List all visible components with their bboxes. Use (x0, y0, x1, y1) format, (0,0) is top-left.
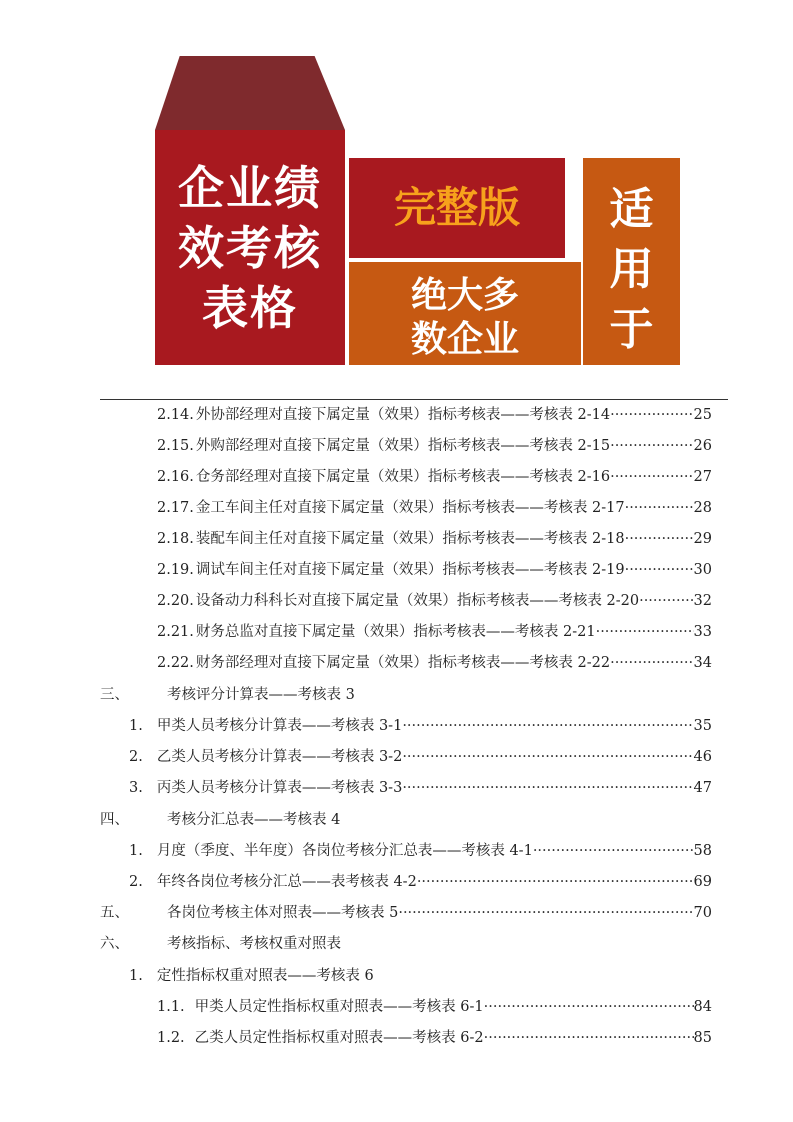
toc-entry[interactable] (100, 682, 355, 708)
toc-entry-title: 考核指标、考核权重对照表 (167, 936, 341, 952)
toc-entry-page: 29 (693, 531, 712, 547)
toc-entry-number: 2.21. (157, 624, 194, 640)
toc-entry-title: 金工车间主任对直接下属定量（效果）指标考核表——考核表 2-17 (195, 500, 625, 516)
toc-leader-dots (398, 900, 693, 926)
toc-entry[interactable] (100, 807, 340, 833)
toc-entry-title: 调试车间主任对直接下属定量（效果）指标考核表——考核表 2-19 (195, 562, 625, 578)
banner-title-line: 效考核 (178, 221, 322, 275)
toc-entry-page: 32 (693, 593, 712, 609)
toc-entry-number: 1.1. (157, 999, 185, 1015)
applies-block (349, 262, 581, 365)
toc-entry-page: 69 (693, 874, 712, 890)
toc-entry-title: 甲类人员考核分计算表——考核表 3-1 (156, 718, 403, 734)
toc-entry-number: 2.15. (157, 438, 194, 454)
toc-leader-dots (625, 495, 694, 521)
toc-entry-number: 1.2. (157, 1030, 185, 1046)
toc-entry-number: 1. (129, 718, 143, 734)
toc-entry-page: 85 (693, 1030, 712, 1046)
edition-block (349, 158, 565, 258)
toc-entry-title: 外购部经理对直接下属定量（效果）指标考核表——考核表 2-15 (195, 438, 611, 454)
toc-entry-title: 财务总监对直接下属定量（效果）指标考核表——考核表 2-21 (195, 624, 596, 640)
toc-entry-title: 乙类人员考核分计算表——考核表 3-2 (156, 749, 403, 765)
toc-entry-number: 2. (129, 874, 143, 890)
suitable-block (583, 158, 680, 365)
toc-entry-number: 2.22. (157, 655, 194, 671)
toc-entry-page: 70 (693, 905, 712, 921)
toc-entry[interactable] (157, 464, 712, 490)
toc-entry[interactable] (129, 744, 712, 770)
toc-entry-title: 丙类人员考核分计算表——考核表 3-3 (156, 780, 403, 796)
toc-leader-dots (484, 994, 694, 1020)
toc-leader-dots (610, 464, 693, 490)
toc-leader-dots (484, 1025, 694, 1051)
applies-line: 数企业 (410, 319, 519, 360)
toc-entry-page: 47 (693, 780, 712, 796)
toc-entry[interactable] (157, 619, 712, 645)
toc-entry-number: 2.19. (157, 562, 194, 578)
toc-entry[interactable] (129, 838, 712, 864)
toc-entry-page: 30 (693, 562, 712, 578)
toc-entry-number: 五、 (100, 905, 129, 921)
toc-entry-number: 1. (129, 968, 143, 984)
toc-leader-dots (533, 838, 694, 864)
toc-entry[interactable] (157, 495, 712, 521)
toc-entry-number: 2.14. (157, 407, 194, 423)
toc-entry-number: 2.20. (157, 593, 194, 609)
toc-leader-dots (402, 713, 693, 739)
applies-line: 绝大多 (410, 275, 519, 316)
suitable-label (583, 180, 680, 360)
toc-leader-dots (402, 744, 693, 770)
banner-roof (155, 56, 345, 130)
toc-entry[interactable] (100, 931, 341, 957)
edition-label: 完整版 (393, 183, 520, 232)
toc-entry-title: 外协部经理对直接下属定量（效果）指标考核表——考核表 2-14 (195, 407, 611, 423)
toc-leader-dots (639, 588, 693, 614)
toc-entry-page: 34 (693, 655, 712, 671)
toc-entry[interactable] (129, 775, 712, 801)
toc-entry[interactable] (157, 402, 712, 428)
banner-title-line: 表格 (202, 281, 298, 335)
banner-title-block (155, 130, 345, 365)
toc-leader-dots (610, 402, 693, 428)
toc-entry-page: 27 (693, 469, 712, 485)
banner-title-line: 企业绩 (178, 161, 322, 215)
applies-label (349, 274, 581, 362)
banner-notch (565, 158, 583, 258)
toc-leader-dots (625, 557, 694, 583)
toc-entry-page: 46 (693, 749, 712, 765)
toc-entry-number: 2.17. (157, 500, 194, 516)
banner-title (155, 158, 345, 338)
toc-entry-page: 33 (693, 624, 712, 640)
toc-entry[interactable] (129, 869, 712, 895)
toc-entry-page: 26 (693, 438, 712, 454)
suitable-char: 用 (609, 244, 654, 295)
toc-entry-number: 2.18. (157, 531, 194, 547)
toc-entry[interactable] (157, 588, 712, 614)
toc-entry[interactable] (129, 713, 712, 739)
header-divider (100, 399, 728, 400)
toc-entry-number: 三、 (100, 687, 129, 703)
toc-entry-page: 28 (693, 500, 712, 516)
toc-entry[interactable] (157, 557, 712, 583)
toc-leader-dots (625, 526, 694, 552)
toc-entry[interactable] (157, 650, 712, 676)
toc-entry-title: 乙类人员定性指标权重对照表——考核表 6-2 (194, 1030, 484, 1046)
toc-entry-title: 设备动力科科长对直接下属定量（效果）指标考核表——考核表 2-20 (195, 593, 640, 609)
toc-entry-page: 35 (693, 718, 712, 734)
toc-entry-page: 58 (693, 843, 712, 859)
toc-leader-dots (402, 775, 693, 801)
toc-entry-page: 25 (693, 407, 712, 423)
toc-leader-dots (596, 619, 694, 645)
toc-entry[interactable] (157, 994, 712, 1020)
toc-entry-page: 84 (693, 999, 712, 1015)
toc-leader-dots (417, 869, 694, 895)
toc-entry[interactable] (157, 526, 712, 552)
toc-entry[interactable] (157, 433, 712, 459)
suitable-char: 适 (609, 184, 654, 235)
toc-leader-dots (610, 650, 693, 676)
toc-entry-number: 2. (129, 749, 143, 765)
toc-entry[interactable] (100, 900, 712, 926)
toc-entry-title: 装配车间主任对直接下属定量（效果）指标考核表——考核表 2-18 (195, 531, 625, 547)
toc-leader-dots (610, 433, 693, 459)
toc-entry-number: 四、 (100, 812, 129, 828)
toc-entry-title: 考核分汇总表——考核表 4 (167, 812, 341, 828)
toc-entry-title: 考核评分计算表——考核表 3 (167, 687, 355, 703)
suitable-char: 于 (609, 304, 654, 355)
toc-entry-title: 年终各岗位考核分汇总——表考核表 4-2 (156, 874, 417, 890)
toc-entry-title: 甲类人员定性指标权重对照表——考核表 6-1 (194, 999, 484, 1015)
toc-entry-number: 六、 (100, 936, 129, 952)
toc-entry-title: 仓务部经理对直接下属定量（效果）指标考核表——考核表 2-16 (195, 469, 611, 485)
toc-entry[interactable] (157, 1025, 712, 1051)
toc-entry[interactable] (129, 963, 374, 989)
toc-entry-number: 2.16. (157, 469, 194, 485)
toc-entry-number: 3. (129, 780, 143, 796)
toc-entry-title: 财务部经理对直接下属定量（效果）指标考核表——考核表 2-22 (195, 655, 611, 671)
cover-banner (0, 0, 793, 380)
toc-entry-title: 定性指标权重对照表——考核表 6 (156, 968, 374, 984)
toc-entry-number: 1. (129, 843, 143, 859)
toc-entry-title: 月度（季度、半年度）各岗位考核分汇总表——考核表 4-1 (156, 843, 533, 859)
toc-entry-title: 各岗位考核主体对照表——考核表 5 (167, 905, 399, 921)
